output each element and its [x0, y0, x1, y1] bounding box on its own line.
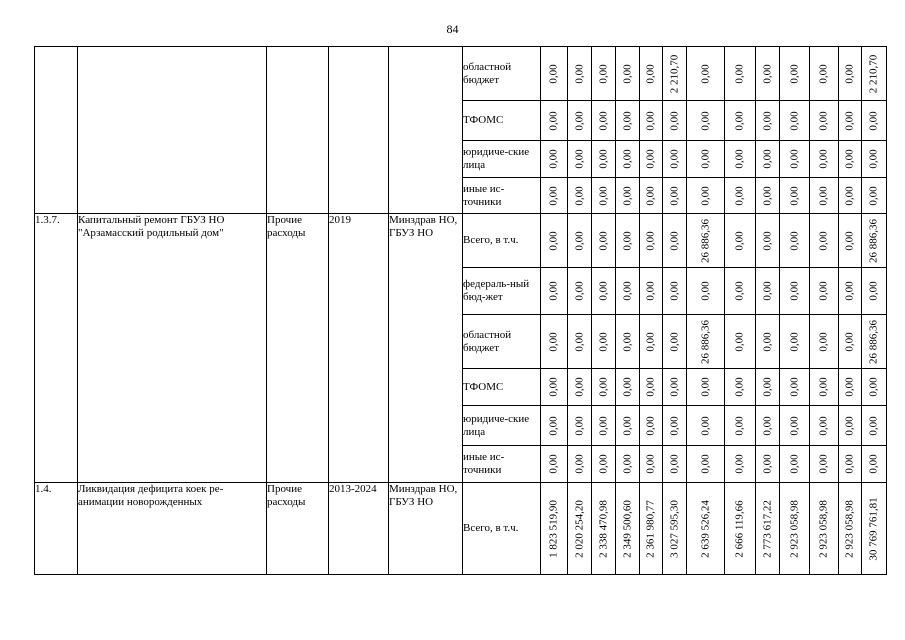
value-cell: 0,00	[616, 178, 640, 214]
value-cell: 0,00	[640, 446, 663, 483]
value-cell: 0,00	[592, 47, 616, 101]
value-cell: 0,00	[756, 406, 780, 446]
funding-table	[34, 46, 887, 575]
value-cell: 0,00	[725, 369, 756, 406]
value-cell: 0,00	[640, 214, 663, 268]
project-name: Ликвидация дефицита коек ре-анимации новорожденных	[78, 483, 267, 575]
value-cell: 2 923 058,98	[839, 483, 862, 575]
value-cell: 0,00	[541, 141, 568, 178]
value-cell: 0,00	[616, 101, 640, 141]
value-cell: 0,00	[810, 178, 839, 214]
value-cell: 0,00	[839, 178, 862, 214]
value-cell: 0,00	[663, 369, 687, 406]
value-cell: 26 886,36	[687, 315, 725, 369]
value-cell: 0,00	[640, 178, 663, 214]
value-cell: 3 027 595,30	[663, 483, 687, 575]
continued-number-cell	[35, 47, 78, 214]
value-cell: 0,00	[640, 315, 663, 369]
total-value-cell: 30 769 761,81	[862, 483, 887, 575]
project-period: 2019	[329, 214, 389, 483]
value-cell: 0,00	[592, 141, 616, 178]
funding-source: ТФОМС	[463, 101, 541, 141]
value-cell: 0,00	[780, 268, 810, 315]
value-cell: 0,00	[640, 141, 663, 178]
value-cell: 0,00	[810, 268, 839, 315]
value-cell: 0,00	[725, 406, 756, 446]
value-cell: 0,00	[541, 315, 568, 369]
funding-source: юридиче-ские лица	[463, 141, 541, 178]
total-value-cell: 0,00	[862, 406, 887, 446]
value-cell: 0,00	[687, 141, 725, 178]
value-cell: 0,00	[780, 141, 810, 178]
value-cell: 2 923 058,98	[810, 483, 839, 575]
total-value-cell: 0,00	[862, 369, 887, 406]
value-cell: 0,00	[810, 446, 839, 483]
value-cell: 2 666 119,66	[725, 483, 756, 575]
total-value-cell: 0,00	[862, 268, 887, 315]
value-cell: 0,00	[687, 446, 725, 483]
continued-name-cell	[78, 47, 267, 214]
value-cell: 0,00	[616, 446, 640, 483]
value-cell: 0,00	[780, 101, 810, 141]
funding-source: федераль-ный бюд-жет	[463, 268, 541, 315]
value-cell: 0,00	[756, 268, 780, 315]
value-cell: 2 338 470,98	[592, 483, 616, 575]
value-cell: 2 361 980,77	[640, 483, 663, 575]
value-cell: 0,00	[568, 214, 592, 268]
value-cell: 0,00	[616, 214, 640, 268]
value-cell: 0,00	[568, 47, 592, 101]
value-cell: 0,00	[810, 47, 839, 101]
value-cell: 0,00	[687, 369, 725, 406]
value-cell: 0,00	[780, 47, 810, 101]
value-cell: 0,00	[725, 47, 756, 101]
funding-table-body	[35, 47, 887, 575]
value-cell: 2 349 500,60	[616, 483, 640, 575]
value-cell: 0,00	[663, 214, 687, 268]
value-cell: 0,00	[725, 101, 756, 141]
value-cell: 0,00	[640, 406, 663, 446]
value-cell: 0,00	[839, 47, 862, 101]
value-cell: 0,00	[687, 101, 725, 141]
value-cell: 0,00	[663, 268, 687, 315]
project-number: 1.3.7.	[35, 214, 78, 483]
value-cell: 0,00	[839, 446, 862, 483]
value-cell: 0,00	[756, 47, 780, 101]
page-number: 84	[446, 22, 459, 36]
value-cell: 0,00	[839, 141, 862, 178]
value-cell: 0,00	[810, 214, 839, 268]
value-cell: 0,00	[592, 268, 616, 315]
value-cell: 0,00	[663, 446, 687, 483]
value-cell: 0,00	[663, 141, 687, 178]
value-cell: 0,00	[725, 141, 756, 178]
value-cell: 0,00	[640, 101, 663, 141]
value-cell: 0,00	[725, 315, 756, 369]
funding-source: юридиче-ские лица	[463, 406, 541, 446]
funding-source: ТФОМС	[463, 369, 541, 406]
value-cell: 0,00	[616, 369, 640, 406]
value-cell: 0,00	[663, 406, 687, 446]
value-cell: 0,00	[839, 406, 862, 446]
total-value-cell: 26 886,36	[862, 214, 887, 268]
value-cell: 0,00	[687, 178, 725, 214]
continued-executor-cell	[389, 47, 463, 214]
value-cell: 0,00	[568, 178, 592, 214]
funding-source: Всего, в т.ч.	[463, 483, 541, 575]
value-cell: 0,00	[616, 406, 640, 446]
value-cell: 0,00	[541, 268, 568, 315]
value-cell: 0,00	[640, 268, 663, 315]
value-cell: 0,00	[541, 214, 568, 268]
value-cell: 0,00	[810, 315, 839, 369]
total-value-cell: 0,00	[862, 141, 887, 178]
project-executor: Минздрав НО, ГБУЗ НО	[389, 214, 463, 483]
value-cell: 0,00	[541, 101, 568, 141]
value-cell: 0,00	[640, 369, 663, 406]
value-cell: 0,00	[541, 369, 568, 406]
value-cell: 0,00	[616, 141, 640, 178]
value-cell: 0,00	[687, 406, 725, 446]
total-value-cell: 0,00	[862, 178, 887, 214]
value-cell: 0,00	[592, 214, 616, 268]
value-cell: 0,00	[756, 101, 780, 141]
funding-source: областной бюджет	[463, 47, 541, 101]
value-cell: 0,00	[756, 369, 780, 406]
value-cell: 0,00	[568, 315, 592, 369]
value-cell: 2 639 526,24	[687, 483, 725, 575]
value-cell: 0,00	[839, 369, 862, 406]
value-cell: 0,00	[541, 406, 568, 446]
value-cell: 2 773 617,22	[756, 483, 780, 575]
value-cell: 0,00	[756, 446, 780, 483]
value-cell: 2 210,70	[663, 47, 687, 101]
value-cell: 0,00	[663, 101, 687, 141]
project-period: 2013-2024	[329, 483, 389, 575]
value-cell: 0,00	[592, 178, 616, 214]
value-cell: 1 823 519,90	[541, 483, 568, 575]
value-cell: 0,00	[756, 178, 780, 214]
continued-period-cell	[329, 47, 389, 214]
total-value-cell: 0,00	[862, 101, 887, 141]
value-cell: 0,00	[810, 406, 839, 446]
value-cell: 0,00	[568, 101, 592, 141]
value-cell: 0,00	[592, 101, 616, 141]
value-cell: 0,00	[810, 141, 839, 178]
value-cell: 0,00	[780, 315, 810, 369]
continued-expense-cell	[267, 47, 329, 214]
value-cell: 0,00	[810, 369, 839, 406]
value-cell: 0,00	[839, 214, 862, 268]
value-cell: 0,00	[756, 141, 780, 178]
funding-source: иные ис-точники	[463, 178, 541, 214]
value-cell: 0,00	[568, 268, 592, 315]
value-cell: 0,00	[780, 369, 810, 406]
funding-source: областной бюджет	[463, 315, 541, 369]
project-number: 1.4.	[35, 483, 78, 575]
value-cell: 0,00	[541, 47, 568, 101]
value-cell: 26 886,36	[687, 214, 725, 268]
value-cell: 0,00	[810, 101, 839, 141]
value-cell: 0,00	[780, 178, 810, 214]
project-executor: Минздрав НО, ГБУЗ НО	[389, 483, 463, 575]
value-cell: 0,00	[640, 47, 663, 101]
value-cell: 0,00	[592, 369, 616, 406]
value-cell: 0,00	[663, 178, 687, 214]
total-value-cell: 0,00	[862, 446, 887, 483]
funding-source: Всего, в т.ч.	[463, 214, 541, 268]
value-cell: 2 923 058,98	[780, 483, 810, 575]
value-cell: 0,00	[756, 315, 780, 369]
value-cell: 0,00	[592, 315, 616, 369]
value-cell: 0,00	[592, 406, 616, 446]
value-cell: 0,00	[541, 178, 568, 214]
value-cell: 0,00	[568, 369, 592, 406]
value-cell: 0,00	[687, 47, 725, 101]
value-cell: 0,00	[616, 268, 640, 315]
value-cell: 0,00	[663, 315, 687, 369]
value-cell: 0,00	[687, 268, 725, 315]
table-row	[35, 214, 887, 268]
table-row	[35, 47, 887, 101]
value-cell: 0,00	[568, 406, 592, 446]
value-cell: 0,00	[839, 101, 862, 141]
value-cell: 0,00	[541, 446, 568, 483]
value-cell: 0,00	[839, 315, 862, 369]
value-cell: 0,00	[568, 446, 592, 483]
value-cell: 0,00	[568, 141, 592, 178]
value-cell: 0,00	[725, 446, 756, 483]
project-name: Капитальный ремонт ГБУЗ НО "Арзамасский родильный дом"	[78, 214, 267, 483]
value-cell: 0,00	[839, 268, 862, 315]
value-cell: 0,00	[592, 446, 616, 483]
total-value-cell: 26 886,36	[862, 315, 887, 369]
value-cell: 0,00	[725, 214, 756, 268]
value-cell: 0,00	[616, 315, 640, 369]
table-row	[35, 483, 887, 575]
value-cell: 0,00	[756, 214, 780, 268]
funding-source: иные ис-точники	[463, 446, 541, 483]
expense-type: Прочие расходы	[267, 214, 329, 483]
value-cell: 0,00	[780, 446, 810, 483]
expense-type: Прочие расходы	[267, 483, 329, 575]
value-cell: 0,00	[725, 268, 756, 315]
value-cell: 0,00	[780, 406, 810, 446]
value-cell: 0,00	[616, 47, 640, 101]
value-cell: 0,00	[725, 178, 756, 214]
total-value-cell: 2 210,70	[862, 47, 887, 101]
value-cell: 2 020 254,20	[568, 483, 592, 575]
value-cell: 0,00	[780, 214, 810, 268]
